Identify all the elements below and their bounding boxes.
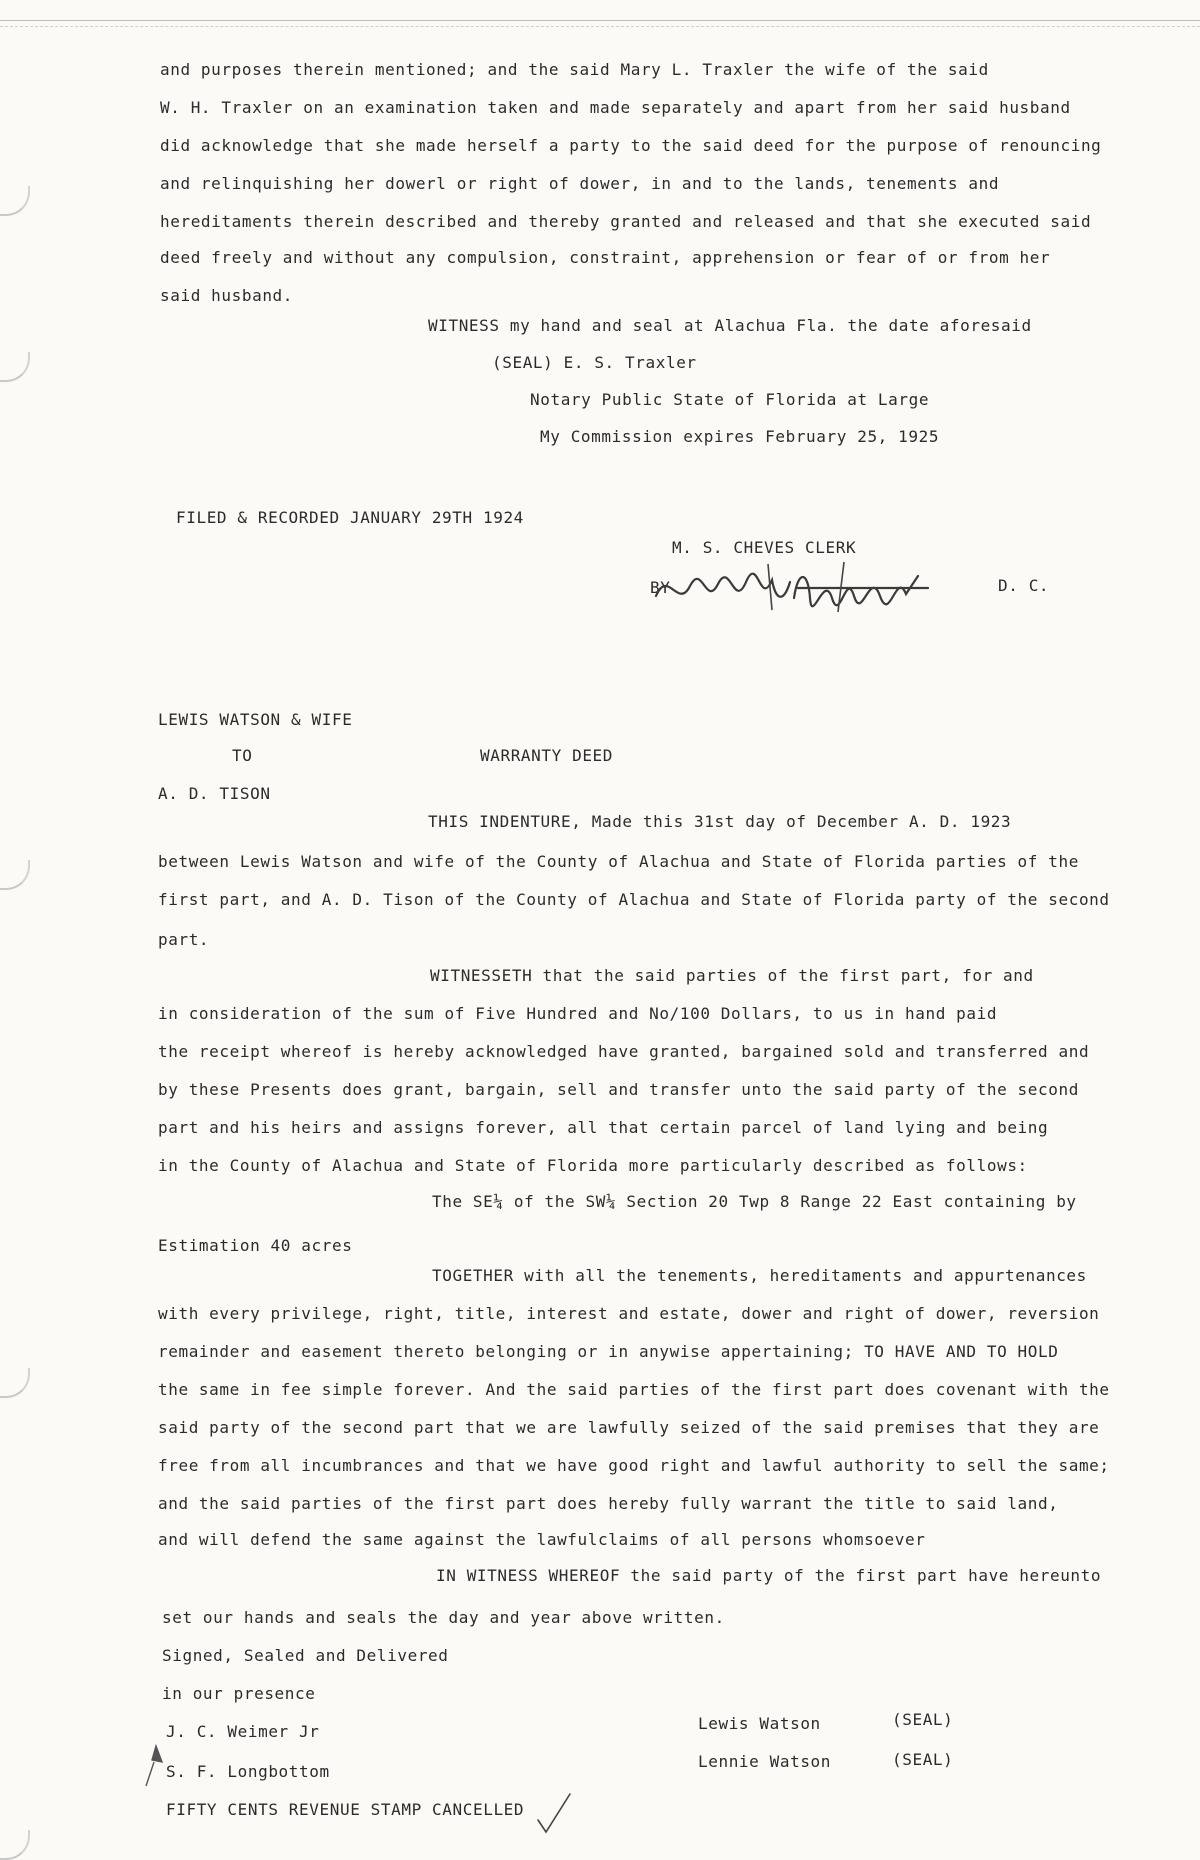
deed-line: and the said parties of the first part does hereby fully warrant the title to said land,: [158, 1494, 1059, 1513]
in-presence: in our presence: [162, 1684, 316, 1703]
binder-hole-mark: [0, 860, 30, 890]
deed-line: in the County of Alachua and State of Florida more particularly described as follows:: [158, 1156, 1028, 1175]
deed-line: first part, and A. D. Tison of the County of Alachua and State of Florida party of the second: [158, 890, 1110, 909]
deed-line: remainder and easement thereto belonging or in anywise appertaining; TO HAVE AND TO HOLD: [158, 1342, 1059, 1361]
land-description: Estimation 40 acres: [158, 1236, 353, 1255]
deputy-clerk: D. C.: [998, 576, 1050, 595]
binder-hole-mark: [0, 1830, 30, 1860]
clerk-by: BY: [650, 578, 671, 597]
revenue-stamp-note: FIFTY CENTS REVENUE STAMP CANCELLED: [166, 1800, 525, 1819]
ack-line: hereditaments therein described and thereby granted and released and that she executed said: [160, 212, 1092, 231]
witness-name: S. F. Longbottom: [166, 1762, 330, 1781]
deed-line: in consideration of the sum of Five Hundred and No/100 Dollars, to us in hand paid: [158, 1004, 998, 1023]
deed-line: with every privilege, right, title, interest and estate, dower and right of dower, reversion: [158, 1304, 1100, 1323]
deed-type: WARRANTY DEED: [480, 746, 614, 765]
deed-line: WITNESSETH that the said parties of the first part, for and: [430, 966, 1034, 985]
deed-line: and will defend the same against the lawfulclaims of all persons whomsoever: [158, 1530, 926, 1549]
seal-mark: (SEAL): [892, 1750, 954, 1769]
binder-hole-mark: [0, 352, 30, 382]
deed-line: part and his heirs and assigns forever, all that certain parcel of land lying and being: [158, 1118, 1049, 1137]
deed-line: the same in fee simple forever. And the said parties of the first part does covenant with the: [158, 1380, 1110, 1399]
ack-line: did acknowledge that she made herself a party to the said deed for the purpose of renouncing: [160, 136, 1102, 155]
deed-line: IN WITNESS WHEREOF the said party of the first part have hereunto: [436, 1566, 1102, 1585]
ack-line: and purposes therein mentioned; and the said Mary L. Traxler the wife of the said: [160, 60, 989, 79]
grantor-heading: LEWIS WATSON & WIFE: [158, 710, 353, 729]
check-mark-icon: [534, 1790, 574, 1836]
notary-seal: (SEAL) E. S. Traxler: [492, 353, 697, 372]
notary-commission: My Commission expires February 25, 1925: [540, 427, 940, 446]
ack-witness: WITNESS my hand and seal at Alachua Fla. the date aforesaid: [428, 316, 1032, 335]
clerk-signature-icon: [648, 558, 938, 616]
pen-mark-icon: [136, 1740, 176, 1790]
grantee-heading: A. D. TISON: [158, 784, 271, 803]
top-rule: [0, 20, 1200, 21]
deed-line: the receipt whereof is hereby acknowledged have granted, bargained sold and transferred and: [158, 1042, 1090, 1061]
deed-line: TOGETHER with all the tenements, hereditaments and appurtenances: [432, 1266, 1087, 1285]
binder-hole-mark: [0, 1368, 30, 1398]
seal-mark: (SEAL): [892, 1710, 954, 1729]
grantor-signature: Lennie Watson: [698, 1752, 832, 1771]
notary-title: Notary Public State of Florida at Large: [530, 390, 930, 409]
to-heading: TO: [232, 746, 253, 765]
grantor-signature: Lewis Watson: [698, 1714, 821, 1733]
ack-line: deed freely and without any compulsion, constraint, apprehension or fear of or from her: [160, 248, 1051, 267]
deed-line: said party of the second part that we are lawfully seized of the said premises that they are: [158, 1418, 1100, 1437]
land-description: The SE¼ of the SW¼ Section 20 Twp 8 Range 22 East containing by: [432, 1192, 1077, 1211]
witness-name: J. C. Weimer Jr: [166, 1722, 320, 1741]
ack-line: said husband.: [160, 286, 294, 305]
filed-recorded: FILED & RECORDED JANUARY 29TH 1924: [176, 508, 524, 527]
top-rule-dashed: [0, 26, 1200, 27]
binder-hole-mark: [0, 186, 30, 216]
deed-line: by these Presents does grant, bargain, sell and transfer unto the said party of the second: [158, 1080, 1079, 1099]
ack-line: and relinquishing her dowerl or right of dower, in and to the lands, tenements and: [160, 174, 1000, 193]
ack-line: W. H. Traxler on an examination taken and made separately and apart from her said husband: [160, 98, 1071, 117]
signed-sealed: Signed, Sealed and Delivered: [162, 1646, 449, 1665]
clerk-line: M. S. CHEVES CLERK: [672, 538, 857, 557]
deed-line: free from all incumbrances and that we have good right and lawful authority to sell the same;: [158, 1456, 1110, 1475]
deed-line: between Lewis Watson and wife of the County of Alachua and State of Florida parties of the: [158, 852, 1079, 871]
deed-line: THIS INDENTURE, Made this 31st day of December A. D. 1923: [428, 812, 1012, 831]
deed-line: part.: [158, 930, 210, 949]
deed-line: set our hands and seals the day and year above written.: [162, 1608, 725, 1627]
